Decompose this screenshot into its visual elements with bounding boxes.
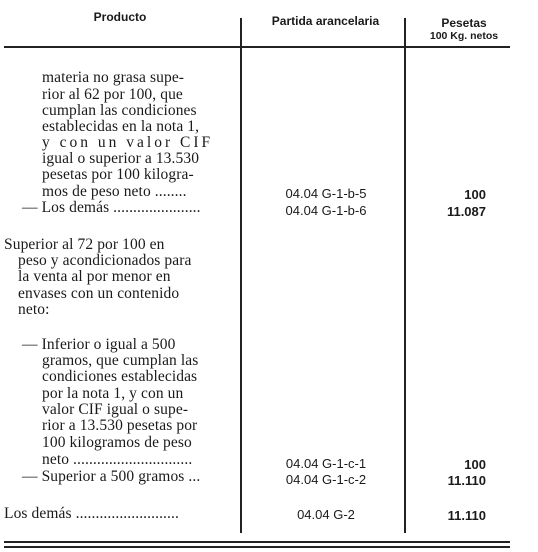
header-tariff: Partida arancelaria	[271, 14, 380, 28]
tariff-code: 04.04 G-1-c-1	[285, 456, 367, 471]
product-text-line: — Inferior o igual a 500	[22, 336, 176, 353]
tariff-code: 04.04 G-1-c-2	[285, 472, 367, 487]
price-value: 11.110	[447, 473, 486, 488]
product-text-line: la venta al por menor en	[18, 268, 171, 285]
product-text-line: mos de peso neto ........	[42, 183, 187, 200]
product-text-line: pesetas por 100 kilogra-	[42, 166, 194, 183]
product-text-line: cumplan las condiciones	[42, 102, 197, 119]
header-rule	[4, 46, 510, 48]
product-text-line: por la nota 1, y con un	[42, 385, 184, 402]
price-value: 11.087	[446, 204, 486, 219]
product-text-line: materia no grasa supe-	[42, 69, 185, 86]
product-text-line: valor CIF igual o supe-	[42, 401, 189, 418]
bottom-rule-2	[4, 546, 510, 548]
header-product: Producto	[93, 10, 147, 24]
product-text-line: igual o superior a 13.530	[42, 150, 200, 167]
product-text-line: rior al 62 por 100, que	[42, 86, 183, 103]
product-text-line: gramos, que cumplan las	[42, 352, 199, 369]
product-text-line: neto ..............................	[42, 451, 193, 468]
header-price-subtitle: 100 Kg. netos	[429, 30, 499, 42]
product-text-line: — Superior a 500 gramos ...	[22, 468, 201, 485]
product-text-line: rior a 13.530 pesetas por	[42, 417, 198, 434]
price-value: 11.110	[447, 508, 486, 523]
product-text-line: peso y acondicionados para	[18, 252, 192, 269]
product-text-line: establecidas en la nota 1,	[42, 118, 200, 135]
price-value: 100	[464, 457, 486, 472]
product-text-line: — Los demás ......................	[22, 199, 201, 216]
tariff-code: 04.04 G-1-b-6	[285, 203, 367, 218]
product-text-line: neto:	[18, 301, 50, 318]
product-text-line: Los demás ..........................	[4, 505, 179, 522]
column-divider-left	[240, 18, 242, 533]
product-text-line: envases con un contenido	[18, 285, 180, 302]
tariff-code: 04.04 G-2	[297, 507, 355, 522]
product-text-line: y con un valor CIF	[42, 134, 214, 151]
product-text-line: condiciones establecidas	[42, 368, 198, 385]
price-value: 100	[464, 187, 486, 202]
bottom-rule-1	[4, 541, 510, 543]
tariff-code: 04.04 G-1-b-5	[285, 186, 367, 201]
product-text-line: 100 kilogramos de peso	[42, 434, 192, 451]
header-price-title: Pesetas	[441, 16, 487, 30]
column-divider-right	[404, 18, 406, 533]
product-text-line: Superior al 72 por 100 en	[4, 236, 165, 253]
